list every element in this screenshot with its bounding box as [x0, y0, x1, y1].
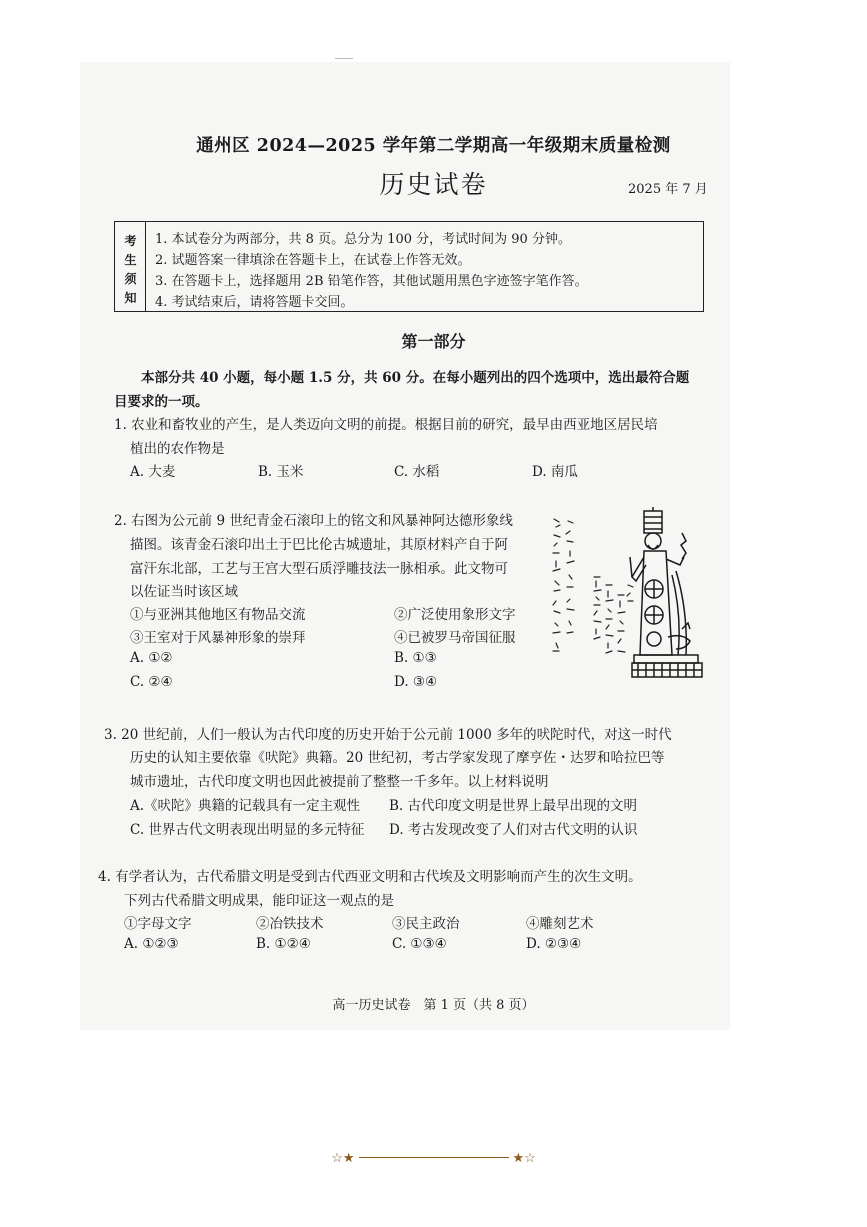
question-3-stem: 3. 20 世纪前，人们一般认为古代印度的历史开始于公元前 1000 多年的吠陀时代，对这一时代 — [104, 727, 672, 743]
question-1-option-a: A. 大麦 — [130, 464, 176, 480]
question-2-item: ③王室对于风暴神形象的崇拜 — [130, 630, 306, 646]
scan-mark — [335, 58, 353, 59]
notice-heading-char: 须 — [124, 272, 137, 286]
question-2-item: ①与亚洲其他地区有物品交流 — [130, 607, 306, 623]
question-2-stem: 以佐证当时该区域 — [130, 584, 238, 600]
decorative-divider — [0, 1147, 867, 1167]
question-4-option-b: B. ①②④ — [256, 936, 311, 952]
question-1-option-c: C. 水稻 — [394, 464, 440, 480]
exam-title: 通州区 2024—2025 学年第二学期高一年级期末质量检测 — [196, 136, 671, 156]
question-3-option-d: D. 考古发现改变了人们对古代文明的认识 — [389, 822, 638, 838]
question-1-stem: 植出的农作物是 — [130, 441, 225, 457]
question-2-option-b: B. ①③ — [394, 650, 437, 666]
notice-heading-char: 考 — [124, 234, 137, 248]
question-3-option-c: C. 世界古代文明表现出明显的多元特征 — [130, 822, 365, 838]
divider-line — [359, 1157, 509, 1158]
question-2-option-d: D. ③④ — [394, 674, 438, 690]
exam-date: 2025 年 7 月 — [628, 182, 708, 197]
question-3-option-b: B. 古代印度文明是世界上最早出现的文明 — [389, 798, 638, 814]
question-1-option-b: B. 玉米 — [258, 464, 304, 480]
question-4-option-c: C. ①③④ — [392, 936, 447, 952]
question-2-item: ②广泛使用象形文字 — [394, 607, 516, 623]
exam-subtitle: 历史试卷 — [379, 170, 488, 199]
notice-item: 3. 在答题卡上，选择题用 2B 铅笔作答，其他试题用黑色字迹签字笔作答。 — [155, 274, 588, 289]
question-4-option-d: D. ②③④ — [526, 936, 582, 952]
storm-god-adad-drawing — [548, 505, 708, 680]
page-footer: 高一历史试卷 第 1 页（共 8 页） — [332, 998, 535, 1013]
question-2-option-a: A. ①② — [130, 650, 173, 666]
question-1-stem: 1. 农业和畜牧业的产生，是人类迈向文明的前提。根据目前的研究，最早由西亚地区居民培 — [114, 417, 658, 433]
question-2-stem: 富汗东北部，工艺与王宫大型石质浮雕技法一脉相承。此文物可 — [130, 561, 508, 577]
question-4-item: ①字母文字 — [124, 916, 192, 932]
question-4-item: ④雕刻艺术 — [526, 916, 594, 932]
question-4-option-a: A. ①②③ — [124, 936, 179, 952]
notice-item: 4. 考试结束后，请将答题卡交回。 — [155, 295, 354, 310]
part-title: 第一部分 — [401, 332, 466, 351]
question-3-stem: 城市遗址，古代印度文明也因此被提前了整整一千多年。以上材料说明 — [130, 774, 549, 790]
part-intro: 本部分共 40 小题，每小题 1.5 分，共 60 分。在每小题列出的四个选项中，选出最符合题 — [141, 370, 690, 386]
notice-item: 2. 试题答案一律填涂在答题卡上，在试卷上作答无效。 — [155, 253, 471, 268]
question-2-stem: 描图。该青金石滚印出土于巴比伦古城遗址，其原材料产自于阿 — [130, 537, 508, 553]
notice-heading-char: 生 — [124, 253, 137, 267]
question-4-stem: 4. 有学者认为，古代希腊文明是受到古代西亚文明和古代埃及文明影响而产生的次生文明。 — [98, 869, 642, 885]
part-intro: 目要求的一项。 — [114, 394, 209, 410]
question-3-option-a: A.《吠陀》典籍的记载具有一定主观性 — [130, 798, 361, 814]
question-4-item: ③民主政治 — [392, 916, 460, 932]
question-2-stem: 2. 右图为公元前 9 世纪青金石滚印上的铭文和风暴神阿达德形象线 — [114, 513, 513, 529]
star-icon: ☆★ — [331, 1151, 355, 1166]
star-icon: ★☆ — [512, 1151, 536, 1166]
notice-box — [114, 221, 704, 312]
notice-heading-char: 知 — [124, 291, 137, 305]
question-3-stem: 历史的认知主要依靠《吠陀》典籍。20 世纪初，考古学家发现了摩亨佐・达罗和哈拉巴等 — [130, 750, 665, 766]
question-1-option-d: D. 南瓜 — [532, 464, 578, 480]
notice-item: 1. 本试卷分为两部分，共 8 页。总分为 100 分，考试时间为 90 分钟。 — [155, 232, 571, 247]
question-2-item: ④已被罗马帝国征服 — [394, 630, 516, 646]
question-4-stem: 下列古代希腊文明成果，能印证这一观点的是 — [124, 893, 394, 909]
notice-heading — [115, 222, 146, 311]
cylinder-seal-figure — [548, 505, 708, 680]
question-4-item: ②冶铁技术 — [256, 916, 324, 932]
question-2-option-c: C. ②④ — [130, 674, 173, 690]
